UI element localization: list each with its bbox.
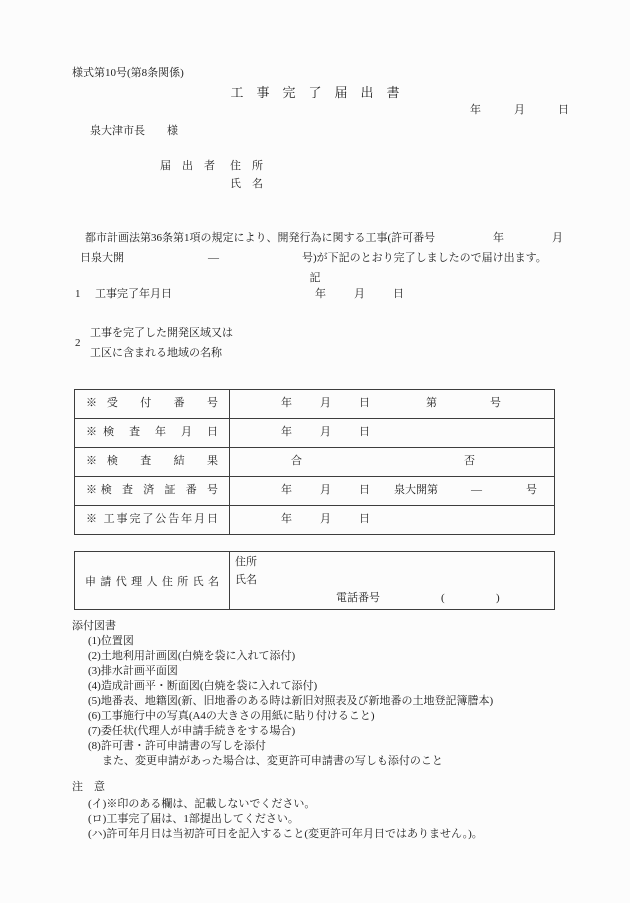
row-value (230, 506, 554, 534)
form-number: 様式第10号(第8条関係) (72, 67, 184, 79)
pass-label: 合 (291, 455, 302, 467)
number-prefix-label: 第 (426, 397, 437, 409)
declarant-label: 届 出 者 (160, 160, 215, 172)
number-suffix-label: 号 (526, 484, 537, 496)
note-item: (ハ)許可年月日は当初許可日を記入すること(変更許可年月日ではありません。)。 (88, 828, 483, 840)
body-line2-head: 日泉大開 (80, 252, 124, 264)
item2-number: 2 (75, 337, 81, 349)
table-row (75, 476, 554, 505)
agent-address-label: 住所 (235, 556, 257, 568)
list-item: (6)工事施行中の写真(A4の大きさの用紙に貼り付けること) (88, 710, 375, 722)
date-placeholder: 年 月 日 (281, 426, 372, 438)
notes-list (88, 797, 483, 842)
row-label-completion-notice-date: ※ 工事完了公告年月日 (75, 506, 230, 534)
table-row (75, 390, 554, 418)
permit-month-placeholder: 月 (552, 232, 563, 244)
row-value (230, 477, 554, 505)
row-value (230, 390, 554, 418)
table-row (75, 418, 554, 447)
certificate-prefix-label: 泉大開第 (394, 484, 438, 496)
agent-name-label: 氏名 (235, 574, 257, 586)
attachments-list (88, 634, 493, 769)
row-label-inspection-date: ※検 査 年 月 日 (75, 419, 230, 447)
row-label-certificate-number: ※検 査 済 証 番 号 (75, 477, 230, 505)
item1-date-placeholder: 年 月 日 (315, 288, 406, 300)
page-title: 工 事 完 了 届 出 書 (230, 85, 400, 100)
header-date-placeholder: 年 月 日 (470, 104, 569, 116)
item1-label: 工事完了年月日 (95, 288, 172, 300)
list-item: (2)土地利用計画図(白焼を袋に入れて添付) (88, 650, 296, 662)
body-line1 (85, 232, 435, 245)
list-item: (7)委任状(代理人が申請手続きをする場合) (88, 725, 296, 737)
office-use-table (74, 389, 555, 535)
table-row (75, 447, 554, 476)
attachments-heading: 添付図書 (72, 620, 116, 632)
row-value (230, 419, 554, 447)
list-item: (3)排水計画平面図 (88, 665, 178, 677)
agent-phone-label: 電話番号 (336, 592, 380, 604)
list-item: (1)位置図 (88, 635, 134, 647)
permit-year-placeholder: 年 (493, 232, 504, 244)
agent-value-cell (230, 552, 554, 609)
date-placeholder: 年 月 日 (281, 513, 372, 525)
note-item: (ロ)工事完了届は、1部提出してください。 (88, 813, 299, 825)
list-item: (5)地番表、地籍図(新、旧地番のある時は新旧対照表及び新地番の土地登記簿謄本) (88, 695, 494, 707)
phone-paren-close: ) (496, 592, 500, 604)
declarant-address-label: 住 所 (230, 160, 263, 172)
phone-paren-open: ( (441, 592, 445, 604)
agent-label: 申 請 代 理 人 住 所 氏 名 (75, 552, 230, 609)
row-value (230, 448, 554, 476)
body-line2-tail: 号)が下記のとおり完了しましたので届け出ます。 (302, 252, 547, 264)
item2-line2: 工区に含まれる地域の名称 (90, 347, 222, 359)
addressee: 泉大津市長 様 (90, 125, 178, 137)
number-suffix-label: 号 (490, 397, 501, 409)
list-item-continuation: また、変更申請があった場合は、変更許可申請書の写しも添付のこと (102, 755, 443, 767)
record-heading: 記 (309, 272, 321, 284)
dash-placeholder: — (471, 484, 482, 496)
row-label-inspection-result: ※検 査 結 果 (75, 448, 230, 476)
row-label-receipt-number: ※受 付 番 号 (75, 390, 230, 418)
list-item: (4)造成計画平・断面図(白焼を袋に入れて添付) (88, 680, 318, 692)
declarant-name-label: 氏 名 (230, 178, 263, 190)
note-item: (イ)※印のある欄は、記載しないでください。 (88, 798, 316, 810)
agent-table (74, 551, 555, 610)
body-line1-text: 都市計画法第36条第1項の規定により、開発行為に関する工事(許可番号 (85, 232, 436, 244)
table-row (75, 505, 554, 534)
fail-label: 否 (464, 455, 475, 467)
notes-heading: 注 意 (72, 781, 105, 793)
list-item: (8)許可書・許可申請書の写しを添付 (88, 740, 266, 752)
permit-dash-placeholder: — (208, 252, 219, 264)
date-placeholder: 年 月 日 (281, 397, 372, 409)
item1-number: 1 (75, 288, 81, 300)
item2-line1: 工事を完了した開発区域又は (90, 327, 233, 339)
date-placeholder: 年 月 日 (281, 484, 372, 496)
